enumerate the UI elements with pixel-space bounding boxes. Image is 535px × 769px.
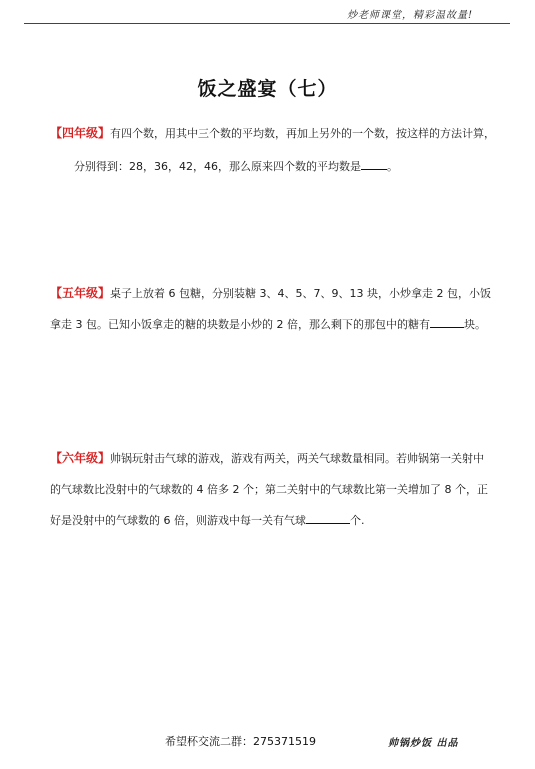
problem-line: [50, 316, 486, 332]
problem-line: [50, 124, 495, 141]
problem-text: 桌子上放着 6 包糖，分别装糖 3、4、5、7、9、13 块，小炒拿走 2 包，小饭: [110, 287, 491, 300]
problem-line: [50, 449, 484, 466]
grade-tag: 【六年级】: [50, 451, 111, 465]
problem-text-tail: 块。: [463, 318, 486, 331]
answer-blank: [430, 317, 464, 328]
problem-line: [74, 158, 398, 174]
answer-blank: [361, 159, 387, 170]
page-title: 饭之盛宴（七）: [197, 78, 338, 100]
problem-text: 分别得到：28，36，42，46，那么原来四个数的平均数是: [74, 160, 361, 173]
grade-tag: 【五年级】: [50, 286, 111, 300]
problem-line: [50, 481, 488, 497]
problem-text: 好是没射中的气球数的 6 倍，则游戏中每一关有气球: [50, 514, 306, 527]
problem-line: [50, 284, 491, 301]
problem-text: 拿走 3 包。已知小饭拿走的糖的块数是小炒的 2 倍，那么剩下的那包中的糖有: [50, 318, 430, 331]
header-divider: [24, 23, 510, 24]
header-slogan: 炒老师课堂，精彩温故量!: [346, 10, 473, 21]
problem-text: 的气球数比没射中的气球数的 4 倍多 2 个；第二关射中的气球数比第一关增加了 8 个，正: [50, 483, 488, 496]
footer-group-info: 希望杯交流二群：275371519: [165, 735, 316, 748]
footer-credit: 帅锅炒饭 出品: [388, 738, 459, 749]
problem-text: 有四个数，用其中三个数的平均数，再加上另外的一个数，按这样的方法计算，: [110, 127, 496, 140]
answer-blank: [306, 513, 350, 524]
problem-line: [50, 512, 365, 528]
problem-text-tail: 个.: [350, 514, 365, 527]
grade-tag: 【四年级】: [50, 126, 111, 140]
problem-text-tail: 。: [387, 160, 398, 173]
problem-text: 帅锅玩射击气球的游戏，游戏有两关，两关气球数量相同。若帅锅第一关射中: [110, 452, 485, 465]
